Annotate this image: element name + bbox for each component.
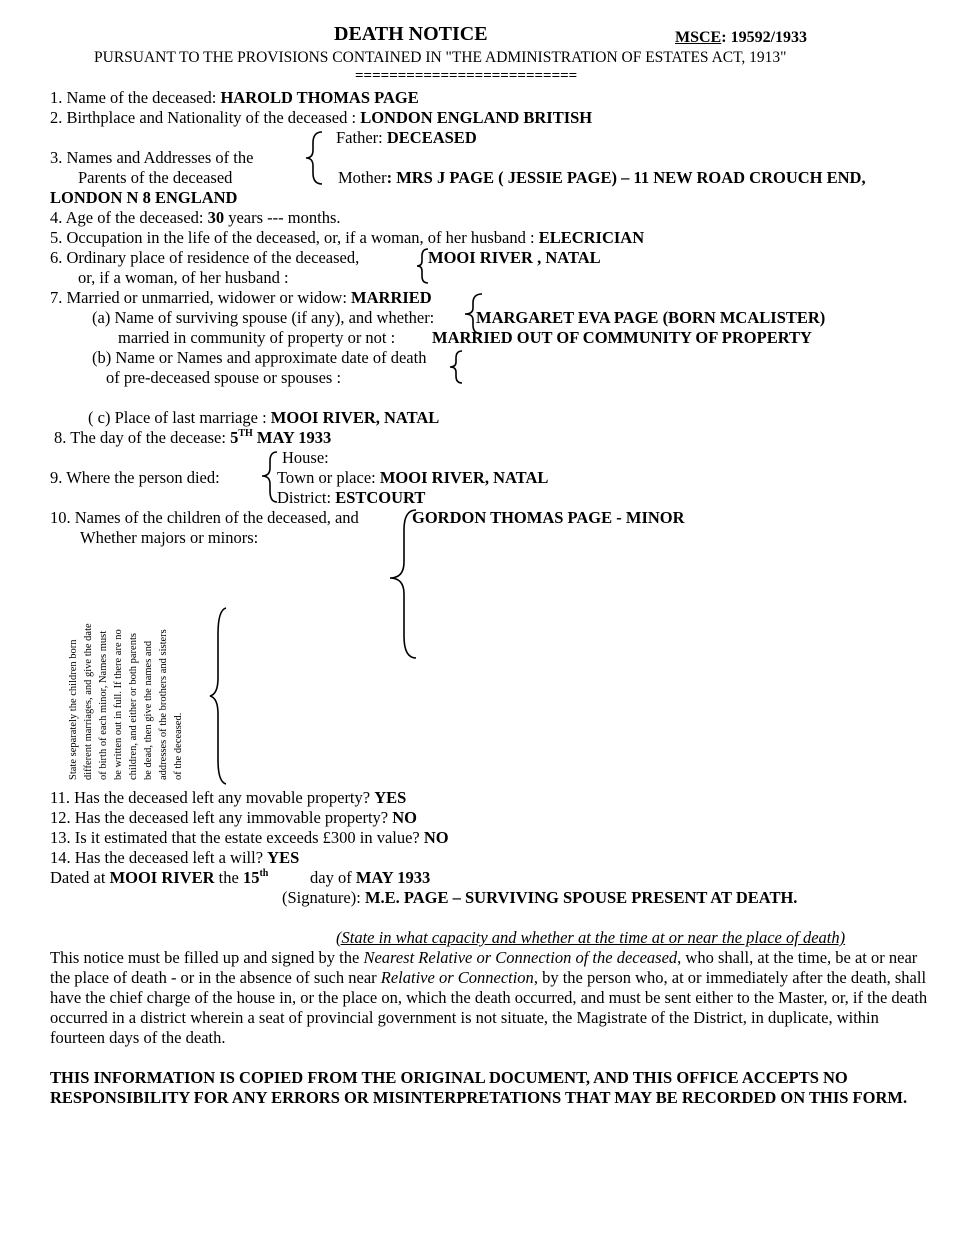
item-6-label-line1: 6. Ordinary place of residence of the deceased, xyxy=(50,248,360,267)
item-7 xyxy=(50,288,432,308)
dated-the: the xyxy=(214,868,243,887)
item-11-value: YES xyxy=(374,788,407,807)
side-note-line-1: State separately the children born xyxy=(68,639,79,780)
instructions-part-3: , by the person who, at or immediately after the death, shall have the chief charge of the house in, or the place on, which the death occurred, and must be sent either to the Master, or, if the death occurred in a district wherein a seat of provincial government is not situate, the Magistrate of the District, in duplicate, within fourteen days of the death. xyxy=(50,968,928,1047)
item-9-district xyxy=(277,488,425,508)
item-9-label: 9. Where the person died: xyxy=(50,468,220,487)
item-2-value: LONDON ENGLAND BRITISH xyxy=(360,108,593,127)
item-12-value: NO xyxy=(392,808,417,827)
item-5-label: 5. Occupation in the life of the deceased, or, if a woman, of her husband : xyxy=(50,228,539,247)
item-14-value: YES xyxy=(267,848,300,867)
mother-value-cont: LONDON N 8 ENGLAND xyxy=(50,188,238,207)
item-3-label-line1: 3. Names and Addresses of the xyxy=(50,148,254,167)
item-3-label-line2: Parents of the deceased xyxy=(78,168,233,187)
item-2 xyxy=(50,108,592,128)
item-1-value: HAROLD THOMAS PAGE xyxy=(220,88,419,107)
item-9-district-label: District: xyxy=(277,488,336,507)
item-7c-value: MOOI RIVER, NATAL xyxy=(270,408,440,427)
document-title: DEATH NOTICE xyxy=(334,23,488,45)
item-8-label: 8. The day of the decease: xyxy=(54,428,231,447)
signature-line xyxy=(282,888,797,908)
side-note-line-7: addresses of the brothers and sisters xyxy=(158,629,169,780)
item-10-brace xyxy=(386,506,422,662)
item-12-label: 12. Has the deceased left any immovable property? xyxy=(50,808,393,827)
item-7b-label-line1: (b) Name or Names and approximate date of death xyxy=(92,348,427,367)
msce-label: MSCE xyxy=(675,29,722,46)
item-9-house: House: xyxy=(282,448,329,467)
item-7b-brace xyxy=(446,348,466,386)
father-value: DECEASED xyxy=(386,128,477,147)
document-subtitle: PURSUANT TO THE PROVISIONS CONTAINED IN "THE ADMINISTRATION OF ESTATES ACT, 1913" xyxy=(94,49,787,66)
item-4-suffix: years --- months. xyxy=(224,208,341,227)
item-11 xyxy=(50,788,406,808)
msce-value: : 19592/1933 xyxy=(721,29,808,46)
instructions-emphasis-1: Nearest Relative or Connection of the deceased xyxy=(363,948,678,967)
children-value: GORDON THOMAS PAGE - MINOR xyxy=(412,508,685,527)
father-entry xyxy=(336,128,477,148)
dated-month xyxy=(310,868,430,888)
father-label: Father: xyxy=(336,128,387,147)
item-10-label-line2: Whether majors or minors: xyxy=(80,528,259,547)
dated-day: 15 xyxy=(242,868,260,887)
item-14 xyxy=(50,848,299,868)
signature-value: M.E. PAGE – SURVIVING SPOUSE PRESENT AT DEATH. xyxy=(364,888,798,907)
item-5 xyxy=(50,228,644,248)
mother-value: : MRS J PAGE ( JESSIE PAGE) – 11 NEW ROAD CROUCH END, xyxy=(386,168,866,187)
item-4 xyxy=(50,208,341,228)
dated-month-year: MAY 1933 xyxy=(355,868,431,887)
item-8-day-suffix: TH xyxy=(238,428,253,439)
instructions-part-2: , who shall, at the time, be at or near the place of death - or in the absence of such near xyxy=(50,948,918,987)
msce-reference xyxy=(675,28,807,48)
dated-line xyxy=(50,868,268,888)
side-note-line-6: be dead, then give the names and xyxy=(143,640,154,780)
capacity-note: (State in what capacity and whether at the time at or near the place of death) xyxy=(336,928,846,947)
item-4-value: 30 xyxy=(207,208,225,227)
item-7a-label-line1: (a) Name of surviving spouse (if any), and whether: xyxy=(92,308,435,327)
item-13 xyxy=(50,828,449,848)
surviving-spouse-value: MARGARET EVA PAGE (BORN MCALISTER) xyxy=(476,308,826,327)
dated-place: MOOI RIVER xyxy=(109,868,215,887)
instructions-paragraph xyxy=(50,948,930,1048)
item-8 xyxy=(54,428,331,448)
item-7-label: 7. Married or unmarried, widower or widow: xyxy=(50,288,352,307)
item-4-label: 4. Age of the deceased: xyxy=(50,208,208,227)
side-note-line-2: different marriages, and give the date xyxy=(83,623,94,780)
side-note-brace xyxy=(206,604,230,786)
item-9-district-value: ESTCOURT xyxy=(335,488,426,507)
item-14-label: 14. Has the deceased left a will? xyxy=(50,848,268,867)
item-1 xyxy=(50,88,419,108)
item-7-value: MARRIED xyxy=(351,288,432,307)
item-7c xyxy=(88,408,439,428)
mother-entry xyxy=(338,168,866,188)
item-12 xyxy=(50,808,417,828)
signature-label: (Signature): xyxy=(282,888,365,907)
item-7a-label-line2: married in community of property or not : xyxy=(118,328,396,347)
item-1-label: 1. Name of the deceased: xyxy=(50,88,221,107)
item-9-town-label: Town or place: xyxy=(277,468,380,487)
item-13-label: 13. Is it estimated that the estate exceeds £300 in value? xyxy=(50,828,424,847)
item-8-month-year: MAY 1933 xyxy=(252,428,332,447)
dated-day-suffix: th xyxy=(259,868,269,879)
side-note-line-5: children, and either or both parents xyxy=(128,633,139,780)
item-9-town xyxy=(277,468,548,488)
item-7c-label: ( c) Place of last marriage : xyxy=(88,408,271,427)
dated-day-of: day of xyxy=(310,868,356,887)
side-note-line-3: of birth of each minor, Names must xyxy=(98,630,109,780)
item-5-value: ELECRICIAN xyxy=(538,228,645,247)
item-9-town-value: MOOI RIVER, NATAL xyxy=(379,468,549,487)
header-rule: ========================== xyxy=(355,68,578,84)
item-13-value: NO xyxy=(423,828,449,847)
side-note-line-4: be written out in full. If there are no xyxy=(113,629,124,780)
item-6-label-line2: or, if a woman, of her husband : xyxy=(78,268,289,287)
item-2-label: 2. Birthplace and Nationality of the deceased : xyxy=(50,108,361,127)
item-7b-label-line2: of pre-deceased spouse or spouses : xyxy=(106,368,342,387)
item-3-brace xyxy=(302,128,328,188)
side-note-line-8: of the deceased. xyxy=(173,712,184,780)
community-property-value: MARRIED OUT OF COMMUNITY OF PROPERTY xyxy=(432,328,812,347)
item-8-day: 5 xyxy=(230,428,239,447)
disclaimer: THIS INFORMATION IS COPIED FROM THE ORIGINAL DOCUMENT, AND THIS OFFICE ACCEPTS NO RESPONSIBILITY FOR ANY ERRORS OR MISINTERPRETATIONS THAT MAY BE RECORDED ON THIS FORM. xyxy=(50,1068,908,1107)
mother-label: Mother xyxy=(338,168,387,187)
instructions-emphasis-2: Relative or Connection xyxy=(380,968,534,987)
item-11-label: 11. Has the deceased left any movable property? xyxy=(50,788,375,807)
dated-prefix: Dated at xyxy=(50,868,110,887)
instructions-part-1: This notice must be filled up and signed by the xyxy=(50,948,364,967)
item-6-value: MOOI RIVER , NATAL xyxy=(428,248,601,267)
item-10-label-line1: 10. Names of the children of the deceased, and xyxy=(50,508,359,527)
